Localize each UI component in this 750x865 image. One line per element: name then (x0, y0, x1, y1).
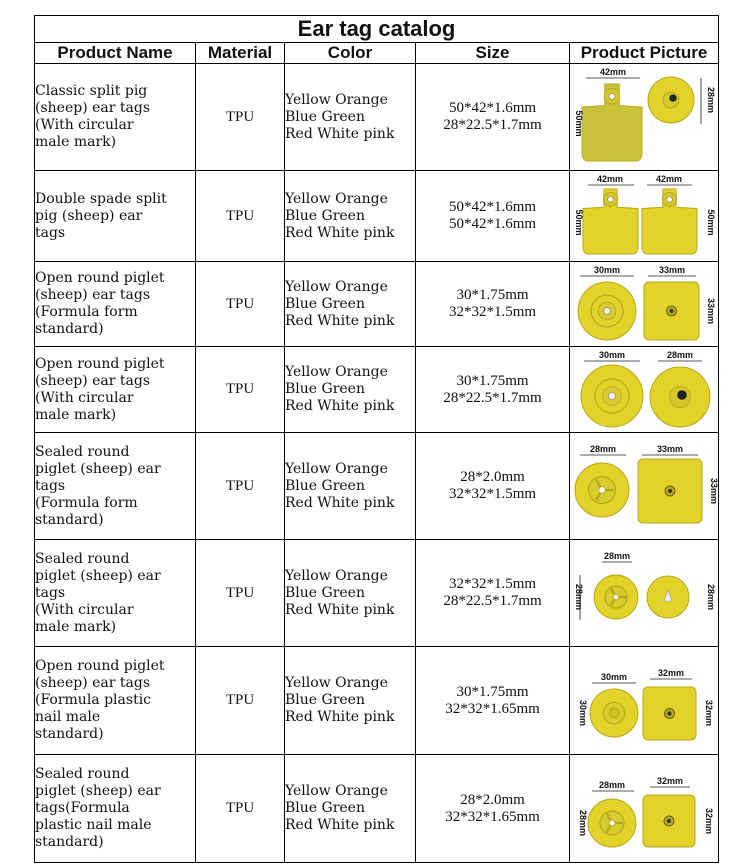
tag-hole (609, 820, 615, 826)
dimension-label: 30mm (578, 699, 588, 726)
dimension-label: 30mm (598, 349, 626, 360)
product-picture-cell (570, 755, 719, 863)
tag-hole (609, 708, 619, 718)
dimension-label: 32mm (656, 775, 684, 786)
tag-hole (667, 196, 673, 202)
product-name-cell: Sealed round piglet (sheep) ear tags (With circular male mark) (35, 540, 196, 647)
product-picture (570, 649, 717, 753)
dimension-label: 33mm (706, 297, 716, 324)
dimension-label: 33mm (658, 264, 686, 275)
tag-hole (608, 392, 615, 399)
color-cell: Yellow Orange Blue Green Red White pink (285, 64, 416, 171)
tag-hole (669, 94, 676, 101)
table-row (35, 171, 719, 262)
size-cell: 28*2.0mm 32*32*1.65mm (416, 755, 570, 863)
material-cell: TPU (196, 433, 285, 540)
material-cell: TPU (196, 540, 285, 647)
dimension-label: 28mm (578, 809, 588, 836)
dimension-label: 28mm (666, 349, 694, 360)
dimension-label: 50mm (574, 208, 584, 236)
header-color: Color (285, 43, 416, 64)
table-row (35, 647, 719, 755)
table-row (35, 262, 719, 347)
product-picture-cell (570, 347, 719, 433)
dimension-label: 32mm (704, 807, 714, 834)
size-cell: 30*1.75mm 32*32*1.65mm (416, 647, 570, 755)
table-row (35, 755, 719, 863)
dimension-label: 28mm (706, 583, 716, 610)
tag-hole (608, 196, 614, 202)
header-size: Size (416, 43, 570, 64)
color-cell: Yellow Orange Blue Green Red White pink (285, 540, 416, 647)
product-picture (570, 435, 717, 538)
header-product-name: Product Name (35, 43, 196, 64)
product-name-cell: Sealed round piglet (sheep) ear tags (Formula form standard) (35, 433, 196, 540)
ear-tag-catalog-table (34, 15, 719, 863)
color-cell: Yellow Orange Blue Green Red White pink (285, 433, 416, 540)
product-picture (570, 66, 717, 169)
dimension-label: 50mm (706, 208, 716, 236)
product-picture (570, 542, 717, 645)
product-picture-cell (570, 171, 719, 262)
size-cell: 28*2.0mm 32*32*1.5mm (416, 433, 570, 540)
color-cell: Yellow Orange Blue Green Red White pink (285, 347, 416, 433)
material-cell: TPU (196, 64, 285, 171)
dimension-label: 28mm (603, 550, 631, 561)
product-picture (570, 173, 717, 260)
product-picture (570, 757, 717, 861)
table-row (35, 433, 719, 540)
material-cell: TPU (196, 347, 285, 433)
dimension-label: 50mm (574, 109, 584, 137)
dimension-label: 32mm (704, 699, 714, 726)
product-name-cell: Double spade split pig (sheep) ear tags (35, 171, 196, 262)
product-picture-cell (570, 540, 719, 647)
size-cell: 50*42*1.6mm 28*22.5*1.7mm (416, 64, 570, 171)
color-cell: Yellow Orange Blue Green Red White pink (285, 262, 416, 347)
dimension-label: 42mm (596, 173, 624, 184)
header-material: Material (196, 43, 285, 64)
color-cell: Yellow Orange Blue Green Red White pink (285, 647, 416, 755)
product-picture (570, 264, 717, 345)
header-product-picture: Product Picture (570, 43, 719, 64)
material-cell: TPU (196, 755, 285, 863)
dimension-label: 28mm (598, 779, 626, 790)
material-cell: TPU (196, 171, 285, 262)
product-name-cell: Open round piglet (sheep) ear tags (With circular male mark) (35, 347, 196, 433)
size-cell: 50*42*1.6mm 50*42*1.6mm (416, 171, 570, 262)
product-picture-cell (570, 262, 719, 347)
tag-hole (677, 390, 687, 400)
tag-hole (667, 819, 671, 823)
size-cell: 30*1.75mm 32*32*1.5mm (416, 262, 570, 347)
table-row (35, 540, 719, 647)
tag-hole (599, 486, 605, 492)
product-name-cell: Open round piglet (sheep) ear tags (Formula plastic nail male standard) (35, 647, 196, 755)
dimension-label: 28mm (589, 443, 617, 454)
size-cell: 32*32*1.5mm 28*22.5*1.7mm (416, 540, 570, 647)
table-row (35, 347, 719, 433)
table-row (35, 64, 719, 171)
product-name-cell: Classic split pig (sheep) ear tags (With circular male mark) (35, 64, 196, 171)
catalog-title: Ear tag catalog (35, 16, 719, 43)
dimension-label: 30mm (593, 264, 621, 275)
product-picture-cell (570, 64, 719, 171)
product-picture-cell (570, 433, 719, 540)
tag-hole (670, 309, 674, 313)
product-picture-cell (570, 647, 719, 755)
header-row (35, 43, 719, 64)
product-name-cell: Open round piglet (sheep) ear tags (Formula form standard) (35, 262, 196, 347)
dimension-label: 42mm (599, 66, 627, 77)
tag-hole (668, 489, 672, 493)
color-cell: Yellow Orange Blue Green Red White pink (285, 755, 416, 863)
dimension-label: 33mm (709, 477, 719, 504)
dimension-label: 28mm (706, 86, 716, 113)
tag-hole (609, 93, 615, 99)
dimension-label: 33mm (656, 443, 684, 454)
material-cell: TPU (196, 262, 285, 347)
dimension-label: 42mm (655, 173, 683, 184)
dimension-label: 28mm (574, 583, 584, 610)
tag-hole (604, 307, 611, 314)
color-cell: Yellow Orange Blue Green Red White pink (285, 171, 416, 262)
size-cell: 30*1.75mm 28*22.5*1.7mm (416, 347, 570, 433)
material-cell: TPU (196, 647, 285, 755)
dimension-label: 30mm (600, 671, 628, 682)
product-name-cell: Sealed round piglet (sheep) ear tags(Formula plastic nail male standard) (35, 755, 196, 863)
dimension-label: 32mm (657, 667, 685, 678)
product-picture (570, 349, 717, 431)
tag-hole (613, 594, 618, 599)
tag-hole (668, 711, 672, 715)
